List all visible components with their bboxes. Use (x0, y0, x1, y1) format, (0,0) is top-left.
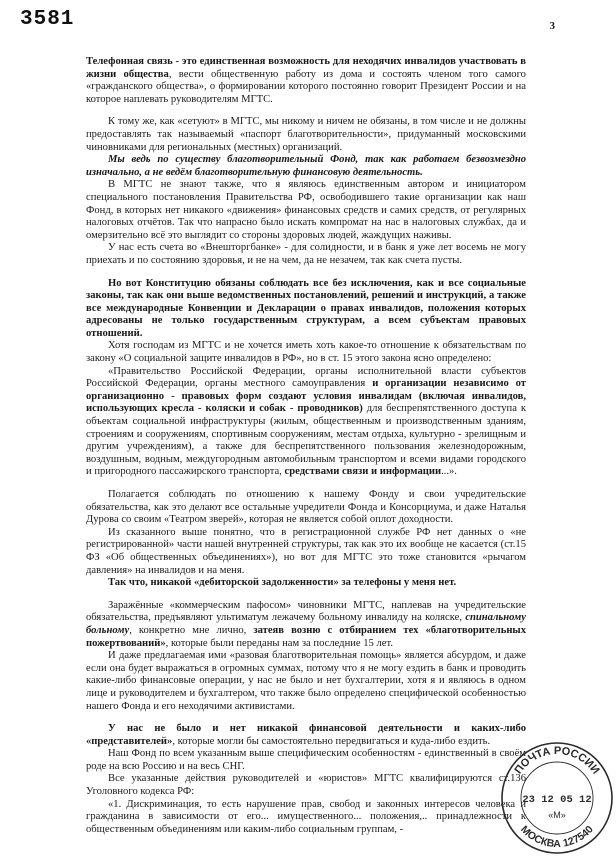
page-number: 3 (549, 20, 555, 32)
paragraph (86, 600, 526, 650)
paragraph-bold: Так что, никакой «дебиторской задолженности» за телефоны у меня нет. (108, 577, 457, 589)
paragraph: В МГТС не знают также, что я являюсь единственным автором и инициатором специального постановления Правительства РФ, освободившего такие организации как наш Фонд, в которых нет никакого «движения» финансовых средств и самих средств, от регулярных налоговых отчётов. Так что напрасно было искать компромат на нас в налоговых службах, да и омерзительно всё это выглядит со стороны здоровых людей, жаждущих наживы. (86, 179, 526, 241)
text: , конкретно мне лично, (129, 624, 254, 636)
postal-stamp (498, 738, 616, 856)
text: , вести общественную работу из дома и состоять членом того самого «гражданского общества», о формировании которого постоянно говорит Президент России и на которое наплевать руководителям МГТС. (86, 68, 526, 105)
document-number: 3581 (20, 8, 75, 31)
stamp-center: «М» (548, 810, 566, 820)
emphasis-text: спинальному больному (86, 612, 526, 636)
paragraph (86, 56, 526, 106)
law-quote (86, 366, 526, 479)
paragraph-bold: Но вот Конституцию обязаны соблюдать все без исключения, как и все социальные законы, так как они выше ведомственных постановлений, решений и инструкций, а также все международные Конвенции и Декларации о правах инвалидов, положения которых адресованы не только государственным структурам, а всем субъектам правовых отношений. (86, 277, 526, 339)
paragraph: Хотя господам из МГТС и не хочется иметь хоть какое-то отношение к обязательствам по закону «О социальной защите инвалидов в РФ», но в ст. 15 этого закона ясно определено: (86, 340, 526, 365)
text: , которые были переданы нам за последние 15 лет. (165, 637, 393, 649)
text: для беспрепятственного доступа к объектам социальной инфраструктуры (жилым, общественным и производственным зданиям, строениям и сооружениям, спортивным сооружениям, местам отдыха, культурно - зрелищным и другим учреждениям), а также для беспрепятственного пользования железнодорожным, воздушным, водным, междугородным автомобильным транспортом и всеми видами городского и пригородного пассажирского транспорта, (86, 403, 526, 478)
paragraph: И даже предлагаемая ими «разовая благотворительная помощь» является абсурдом, и даже если она будет выражаться в огромных суммах, потому что я не могу ездить в банк и проводить какие-либо финансовые операции, у нас не было и нет бухгалтерии, хотя я и являюсь в одном лице и руководителем и бухгалтером, что также было определено специфической особенностью нашего Фонда и его неходячими активистами. (86, 650, 526, 712)
text: ...». (441, 466, 457, 478)
bold-text: и организации независимо от организационно - правовых форм создают условия инвалидам (включая инвалидов, использующих кресла - коляски и собак - проводников) (86, 378, 526, 415)
document-body (86, 56, 526, 836)
stamp-date: 23 12 05 12 (522, 794, 592, 806)
paragraph (86, 723, 526, 748)
paragraph-emphasis: Мы ведь по существу благотворительный Фонд, так как работаем безвозмездно изначально, а не ведём благотворительную финансовую деятельность. (86, 154, 526, 178)
paragraph: «1. Дискриминация, то есть нарушение прав, свобод и законных интересов человека и гражданина в зависимости от его... имущественного... положения,.. принадлежности к общественным объединениям или каким-либо социальным группам, - (86, 798, 526, 835)
stamp-bottom-text: МОСКВА 127540 (518, 823, 596, 851)
stamp-top-text: ПОЧТА РОССИИ (512, 744, 602, 777)
paragraph: У нас есть счета во «Внешторгбанке» - для солидности, и в банк я уже лет восемь не могу приехать и по состоянию здоровья, и не на чем, да не незачем, так как счета пусты. (86, 242, 526, 266)
bold-text: средствами связи и информации (284, 466, 442, 478)
bold-text: Телефонная связь - это единственная возможность для неходячих инвалидов участвовать в жизни общества (86, 56, 526, 80)
paragraph: Все указанные действия руководителей и «юристов» МГТС квалифицируются ст.136 Уголовного кодекса РФ: (86, 773, 526, 798)
paragraph: Наш Фонд по всем указанным выше специфическим особенностям - единственный в своём роде на всю Россию и на весь СНГ. (86, 748, 526, 772)
paragraph: К тому же, как «сетуют» в МГТС, мы никому и ничем не обязаны, в том числе и не должны предоставлять так называемый «паспорт благотворительности», придуманный московскими чиновниками для региональных (местных) организаций. (86, 116, 526, 153)
text: Заражённые «коммерческим пафосом» чиновники МГТС, наплевав на учредительские обязательства, предъявляют ультиматум лежачему больному инвалиду на коляске, (86, 599, 526, 624)
bold-text: затеяв возню с отбиранием тех «благотворительных пожертвований» (86, 624, 526, 649)
text: «Правительство Российской Федерации, органы исполнительной власти субъектов Российской Федерации, органы местного самоуправления (86, 365, 526, 390)
text: , которые могли бы самостоятельно передвигаться и куда-либо ездить. (172, 735, 491, 747)
paragraph: Полагается соблюдать по отношению к нашему Фонду и свои учредительские обязательства, как это делают все остальные учредители Фонда и Консорциума, и даже Наталья Дурова со своим «Театром зверей», которая не является собой оплот доходности. (86, 489, 526, 526)
paragraph: Из сказанного выше понятно, что в регистрационной службе РФ нет данных о «не регистрированной» части нашей внутренней структуры, так как это их вообще не касается (ст.15 ФЗ «Об общественных объединениях»), но вот для МГТС это тоже становится «рычагом давления» на инвалидов и на меня. (86, 526, 526, 576)
bold-text: У нас не было и нет никакой финансовой деятельности и каких-либо «представителей» (86, 723, 526, 747)
